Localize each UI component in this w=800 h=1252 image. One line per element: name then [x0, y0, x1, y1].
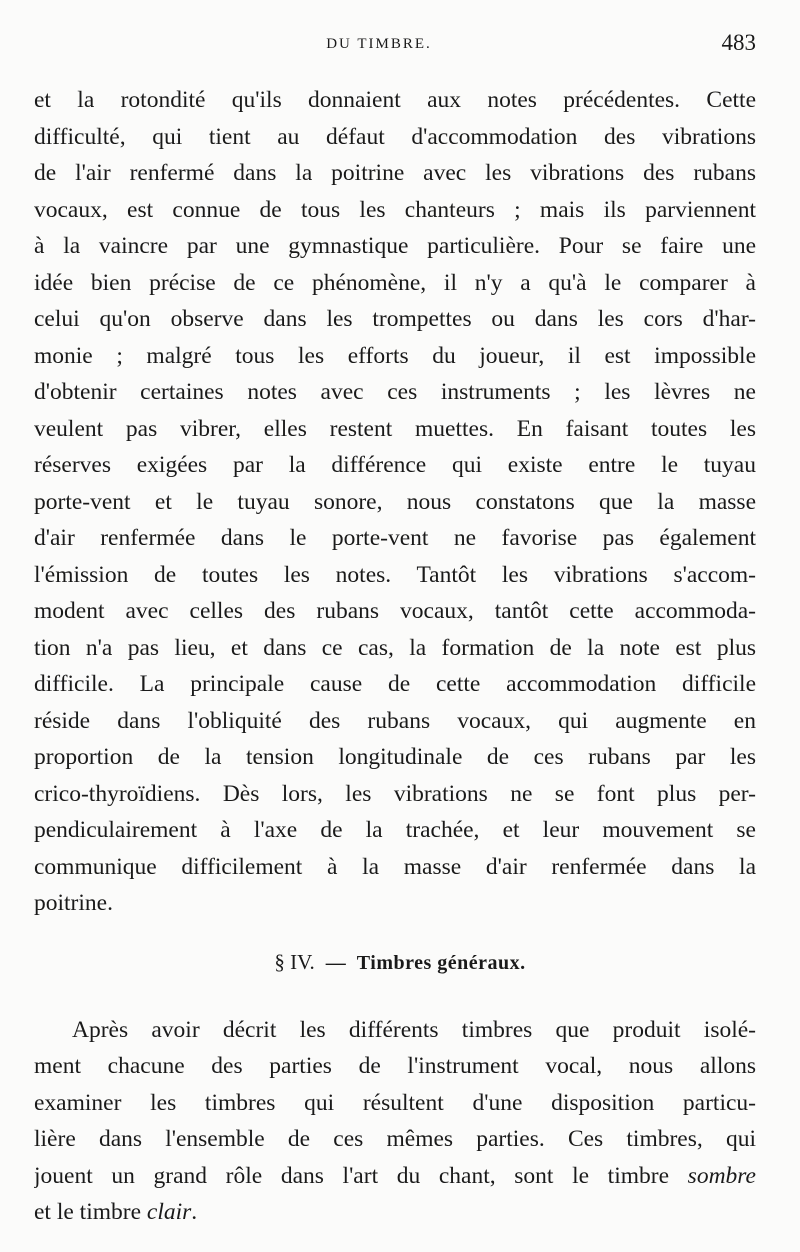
text-line: proportion de la tension longitudinale de ces rubans par les — [34, 744, 756, 770]
text-line: de l'air renfermé dans la poitrine avec les vibrations des rubans — [34, 160, 756, 186]
text-line: l'émission de toutes les notes. Tantôt les vibrations s'accom- — [34, 561, 756, 588]
text-line: pendiculairement à l'axe de la trachée, et leur mouvement se — [34, 817, 756, 843]
text-line: difficile. La principale cause de cette accommodation difficile — [34, 671, 756, 697]
text-line-with-emphasis — [34, 1158, 756, 1195]
text-line: ment chacune des parties de l'instrument vocal, nous allons — [34, 1053, 756, 1079]
text-line: poitrine. — [34, 890, 113, 916]
text-line: celui qu'on observe dans les trompettes ou dans les cors d'har- — [34, 306, 756, 332]
text-line: crico-thyroïdiens. Dès lors, les vibrations ne se font plus per- — [34, 780, 756, 807]
section-title: Timbres généraux. — [356, 951, 526, 974]
text-line: communique difficilement à la masse d'air renfermée dans la — [34, 853, 756, 880]
section-dash: — — [325, 951, 346, 974]
text-line: à la vaincre par une gymnastique particulière. Pour se faire une — [34, 233, 756, 259]
page-number: 483 — [721, 30, 756, 55]
text-line: vocaux, est connue de tous les chanteurs ; mais ils parviennent — [34, 196, 756, 223]
line-end-punctuation: . — [191, 1199, 198, 1225]
line-text: jouent un grand rôle dans l'art du chant, sont le timbre — [34, 1162, 688, 1189]
line-text: et le timbre — [34, 1199, 147, 1225]
emphasis-clair: clair — [146, 1199, 192, 1225]
text-line: modent avec celles des rubans vocaux, tantôt cette accommoda- — [34, 598, 756, 624]
paragraph-2 — [34, 1012, 756, 1231]
text-line: tion n'a pas lieu, et dans ce cas, la formation de la note est plus — [34, 634, 756, 661]
text-line: lière dans l'ensemble de ces mêmes parties. Ces timbres, qui — [34, 1126, 756, 1152]
emphasis-sombre: sombre — [687, 1162, 756, 1189]
text-line: examiner les timbres qui résultent d'une disposition particu- — [34, 1089, 756, 1116]
text-line: d'obtenir certaines notes avec ces instruments ; les lèvres ne — [34, 379, 756, 405]
section-heading — [34, 946, 756, 978]
text-line: réside dans l'obliquité des rubans vocaux, qui augmente en — [34, 707, 756, 734]
text-line: idée bien précise de ce phénomène, il n'y a qu'à le comparer à — [34, 269, 756, 296]
text-line: d'air renfermée dans le porte-vent ne favorise pas également — [34, 525, 756, 551]
text-line: réserves exigées par la différence qui existe entre le tuyau — [34, 452, 756, 478]
paragraph-1 — [34, 82, 756, 922]
text-line: difficulté, qui tient au défaut d'accommodation des vibrations — [34, 123, 756, 150]
running-title: DU TIMBRE. — [326, 36, 432, 52]
page-body — [34, 82, 756, 1231]
text-line: porte-vent et le tuyau sonore, nous constatons que la masse — [34, 488, 756, 515]
page-header — [34, 30, 756, 64]
text-line: veulent pas vibrer, elles restent muettes. En faisant toutes les — [34, 415, 756, 442]
text-line: Après avoir décrit les différents timbres que produit isolé- — [72, 1016, 756, 1043]
section-number: § IV. — [274, 949, 315, 974]
text-line-with-emphasis — [34, 1194, 756, 1231]
text-line: monie ; malgré tous les efforts du joueur, il est impossible — [34, 342, 756, 369]
text-line: et la rotondité qu'ils donnaient aux notes précédentes. Cette — [34, 87, 756, 113]
